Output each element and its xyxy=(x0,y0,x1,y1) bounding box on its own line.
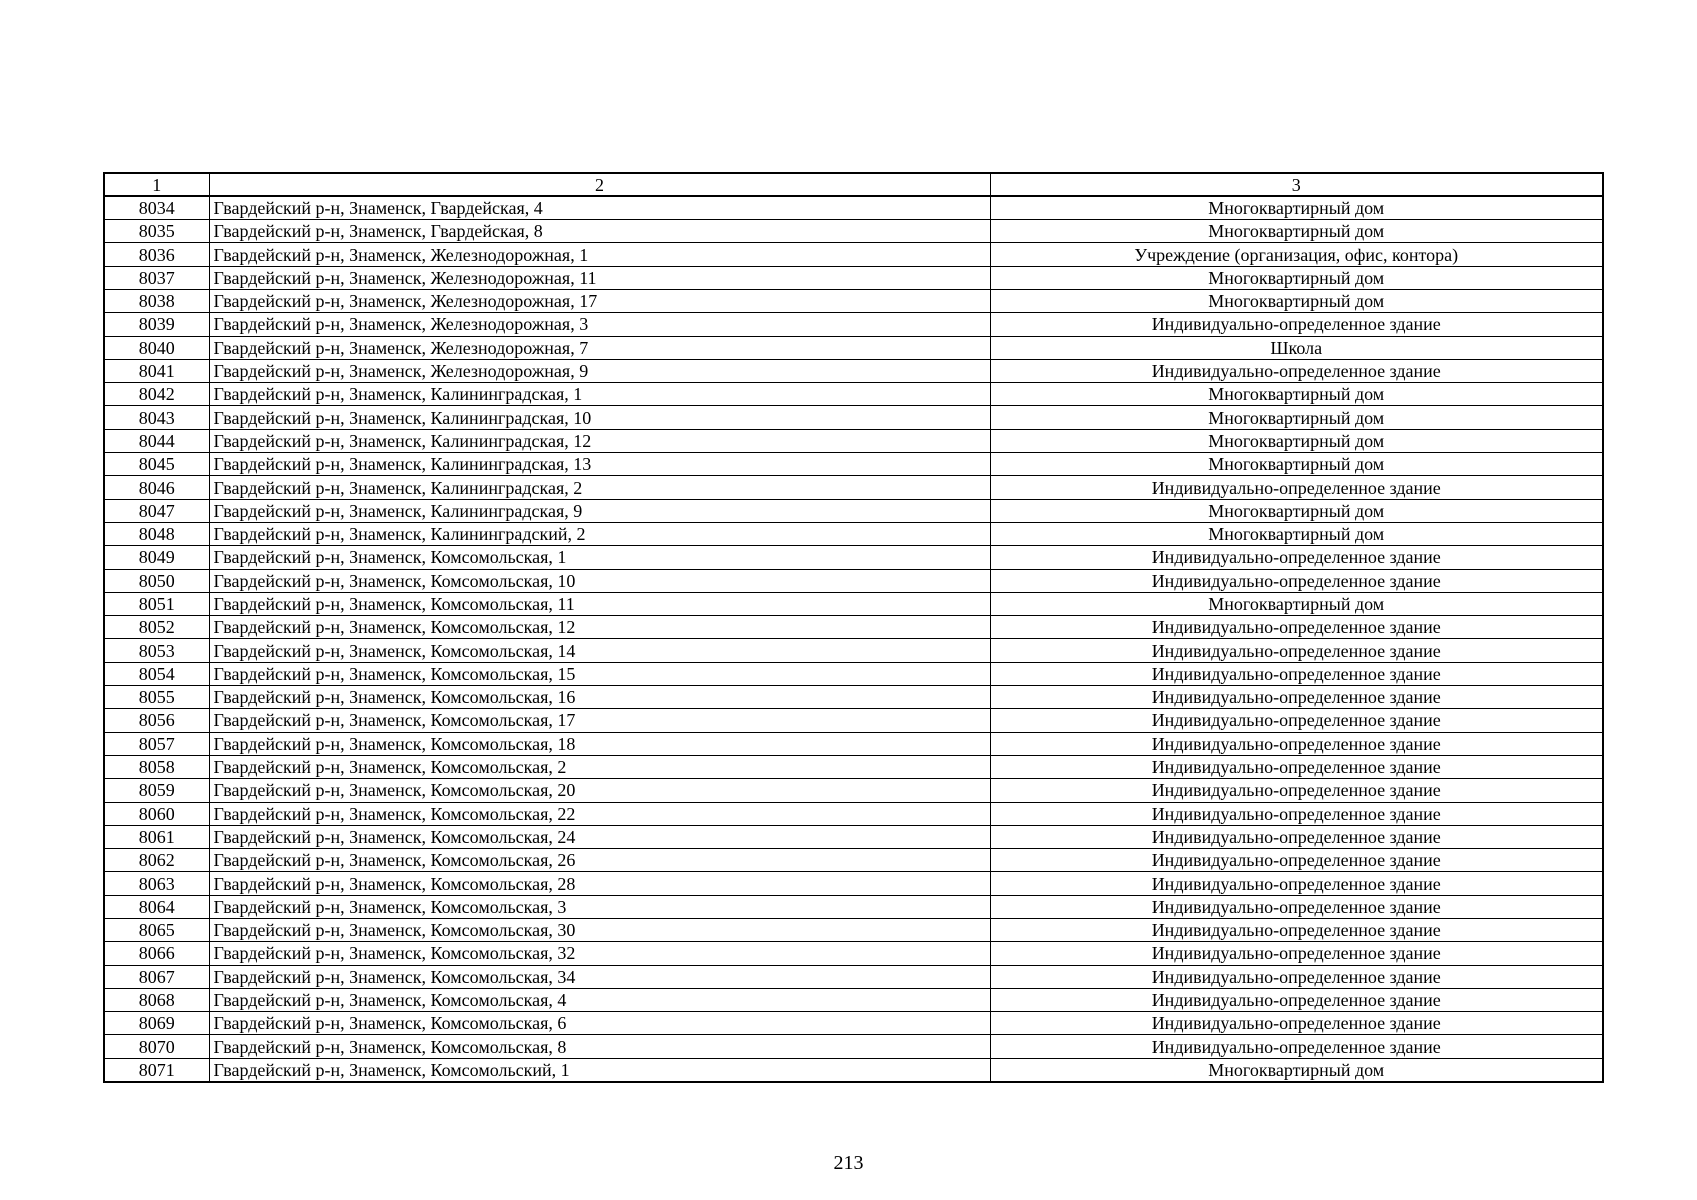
address-cell: Гвардейский р-н, Знаменск, Комсомольская, 28 xyxy=(209,872,990,895)
row-number-cell: 8067 xyxy=(104,965,209,988)
object-type-cell: Индивидуально-определенное здание xyxy=(990,639,1603,662)
address-cell: Гвардейский р-н, Знаменск, Калининградская, 10 xyxy=(209,406,990,429)
object-type-cell: Индивидуально-определенное здание xyxy=(990,732,1603,755)
table-row xyxy=(104,546,1603,569)
address-cell: Гвардейский р-н, Знаменск, Калининградский, 2 xyxy=(209,522,990,545)
row-number-cell: 8039 xyxy=(104,313,209,336)
row-number-cell: 8046 xyxy=(104,476,209,499)
object-type-cell: Индивидуально-определенное здание xyxy=(990,919,1603,942)
row-number-cell: 8058 xyxy=(104,755,209,778)
table-row xyxy=(104,662,1603,685)
table-header-row xyxy=(104,173,1603,196)
object-type-cell: Индивидуально-определенное здание xyxy=(990,825,1603,848)
object-type-cell: Индивидуально-определенное здание xyxy=(990,569,1603,592)
row-number-cell: 8050 xyxy=(104,569,209,592)
row-number-cell: 8053 xyxy=(104,639,209,662)
address-cell: Гвардейский р-н, Знаменск, Комсомольская, 8 xyxy=(209,1035,990,1058)
table-row xyxy=(104,755,1603,778)
row-number-cell: 8051 xyxy=(104,592,209,615)
address-cell: Гвардейский р-н, Знаменск, Железнодорожная, 7 xyxy=(209,336,990,359)
address-cell: Гвардейский р-н, Знаменск, Комсомольская, 15 xyxy=(209,662,990,685)
row-number-cell: 8054 xyxy=(104,662,209,685)
table-row xyxy=(104,592,1603,615)
object-type-cell: Многоквартирный дом xyxy=(990,429,1603,452)
row-number-cell: 8064 xyxy=(104,895,209,918)
table-row xyxy=(104,849,1603,872)
page-number: 213 xyxy=(833,1152,864,1174)
object-type-cell: Многоквартирный дом xyxy=(990,522,1603,545)
column-header-1: 1 xyxy=(104,173,209,196)
object-type-cell: Индивидуально-определенное здание xyxy=(990,686,1603,709)
object-type-cell: Многоквартирный дом xyxy=(990,383,1603,406)
object-type-cell: Многоквартирный дом xyxy=(990,196,1603,219)
address-cell: Гвардейский р-н, Знаменск, Калининградская, 12 xyxy=(209,429,990,452)
table-row xyxy=(104,779,1603,802)
row-number-cell: 8047 xyxy=(104,499,209,522)
object-type-cell: Индивидуально-определенное здание xyxy=(990,802,1603,825)
object-type-cell: Индивидуально-определенное здание xyxy=(990,1012,1603,1035)
row-number-cell: 8038 xyxy=(104,289,209,312)
table-row xyxy=(104,220,1603,243)
table-row xyxy=(104,825,1603,848)
table-row xyxy=(104,499,1603,522)
column-header-2: 2 xyxy=(209,173,990,196)
object-type-cell: Индивидуально-определенное здание xyxy=(990,359,1603,382)
address-cell: Гвардейский р-н, Знаменск, Комсомольская, 26 xyxy=(209,849,990,872)
address-cell: Гвардейский р-н, Знаменск, Калининградская, 9 xyxy=(209,499,990,522)
object-type-cell: Многоквартирный дом xyxy=(990,499,1603,522)
table-row xyxy=(104,1012,1603,1035)
table-row xyxy=(104,639,1603,662)
table-row xyxy=(104,406,1603,429)
address-cell: Гвардейский р-н, Знаменск, Комсомольская, 10 xyxy=(209,569,990,592)
row-number-cell: 8044 xyxy=(104,429,209,452)
address-cell: Гвардейский р-н, Знаменск, Комсомольская, 24 xyxy=(209,825,990,848)
table-row xyxy=(104,965,1603,988)
table-row xyxy=(104,942,1603,965)
table-body xyxy=(104,173,1603,1082)
row-number-cell: 8071 xyxy=(104,1058,209,1081)
object-type-cell: Индивидуально-определенное здание xyxy=(990,546,1603,569)
object-type-cell: Учреждение (организация, офис, контора) xyxy=(990,243,1603,266)
address-cell: Гвардейский р-н, Знаменск, Комсомольская, 6 xyxy=(209,1012,990,1035)
row-number-cell: 8056 xyxy=(104,709,209,732)
table-row xyxy=(104,919,1603,942)
row-number-cell: 8048 xyxy=(104,522,209,545)
table-row xyxy=(104,522,1603,545)
row-number-cell: 8037 xyxy=(104,266,209,289)
address-cell: Гвардейский р-н, Знаменск, Комсомольская, 4 xyxy=(209,988,990,1011)
table-row xyxy=(104,569,1603,592)
row-number-cell: 8057 xyxy=(104,732,209,755)
row-number-cell: 8042 xyxy=(104,383,209,406)
object-type-cell: Индивидуально-определенное здание xyxy=(990,476,1603,499)
address-cell: Гвардейский р-н, Знаменск, Комсомольская, 14 xyxy=(209,639,990,662)
address-cell: Гвардейский р-н, Знаменск, Калининградская, 1 xyxy=(209,383,990,406)
object-type-cell: Многоквартирный дом xyxy=(990,453,1603,476)
table-row xyxy=(104,383,1603,406)
row-number-cell: 8045 xyxy=(104,453,209,476)
table-row xyxy=(104,429,1603,452)
row-number-cell: 8055 xyxy=(104,686,209,709)
object-type-cell: Индивидуально-определенное здание xyxy=(990,988,1603,1011)
address-cell: Гвардейский р-н, Знаменск, Железнодорожная, 11 xyxy=(209,266,990,289)
address-cell: Гвардейский р-н, Знаменск, Комсомольская, 16 xyxy=(209,686,990,709)
table-row xyxy=(104,196,1603,219)
object-type-cell: Многоквартирный дом xyxy=(990,289,1603,312)
column-header-3: 3 xyxy=(990,173,1603,196)
data-table xyxy=(103,172,1604,1083)
table-row xyxy=(104,988,1603,1011)
object-type-cell: Индивидуально-определенное здание xyxy=(990,1035,1603,1058)
row-number-cell: 8049 xyxy=(104,546,209,569)
address-cell: Гвардейский р-н, Знаменск, Железнодорожная, 3 xyxy=(209,313,990,336)
row-number-cell: 8062 xyxy=(104,849,209,872)
row-number-cell: 8059 xyxy=(104,779,209,802)
row-number-cell: 8063 xyxy=(104,872,209,895)
row-number-cell: 8043 xyxy=(104,406,209,429)
object-type-cell: Индивидуально-определенное здание xyxy=(990,965,1603,988)
table-row xyxy=(104,476,1603,499)
address-cell: Гвардейский р-н, Знаменск, Комсомольская, 18 xyxy=(209,732,990,755)
address-cell: Гвардейский р-н, Знаменск, Железнодорожная, 9 xyxy=(209,359,990,382)
row-number-cell: 8052 xyxy=(104,616,209,639)
address-cell: Гвардейский р-н, Знаменск, Гвардейская, 4 xyxy=(209,196,990,219)
address-cell: Гвардейский р-н, Знаменск, Комсомольская, 22 xyxy=(209,802,990,825)
object-type-cell: Индивидуально-определенное здание xyxy=(990,662,1603,685)
object-type-cell: Индивидуально-определенное здание xyxy=(990,872,1603,895)
address-cell: Гвардейский р-н, Знаменск, Комсомольская, 2 xyxy=(209,755,990,778)
object-type-cell: Индивидуально-определенное здание xyxy=(990,942,1603,965)
address-cell: Гвардейский р-н, Знаменск, Комсомольская, 32 xyxy=(209,942,990,965)
row-number-cell: 8035 xyxy=(104,220,209,243)
address-cell: Гвардейский р-н, Знаменск, Комсомольская, 20 xyxy=(209,779,990,802)
row-number-cell: 8034 xyxy=(104,196,209,219)
object-type-cell: Индивидуально-определенное здание xyxy=(990,755,1603,778)
address-cell: Гвардейский р-н, Знаменск, Калининградская, 13 xyxy=(209,453,990,476)
address-cell: Гвардейский р-н, Знаменск, Гвардейская, 8 xyxy=(209,220,990,243)
object-type-cell: Индивидуально-определенное здание xyxy=(990,709,1603,732)
address-cell: Гвардейский р-н, Знаменск, Комсомольская, 30 xyxy=(209,919,990,942)
row-number-cell: 8036 xyxy=(104,243,209,266)
table-row xyxy=(104,709,1603,732)
row-number-cell: 8041 xyxy=(104,359,209,382)
object-type-cell: Многоквартирный дом xyxy=(990,592,1603,615)
row-number-cell: 8040 xyxy=(104,336,209,359)
row-number-cell: 8069 xyxy=(104,1012,209,1035)
table-row xyxy=(104,616,1603,639)
table-row xyxy=(104,1058,1603,1081)
address-cell: Гвардейский р-н, Знаменск, Комсомольская, 1 xyxy=(209,546,990,569)
object-type-cell: Индивидуально-определенное здание xyxy=(990,895,1603,918)
table-row xyxy=(104,243,1603,266)
row-number-cell: 8068 xyxy=(104,988,209,1011)
object-type-cell: Школа xyxy=(990,336,1603,359)
table-row xyxy=(104,872,1603,895)
object-type-cell: Многоквартирный дом xyxy=(990,220,1603,243)
address-cell: Гвардейский р-н, Знаменск, Комсомольская, 11 xyxy=(209,592,990,615)
table-row xyxy=(104,453,1603,476)
object-type-cell: Индивидуально-определенное здание xyxy=(990,779,1603,802)
table-row xyxy=(104,895,1603,918)
row-number-cell: 8060 xyxy=(104,802,209,825)
table-row xyxy=(104,336,1603,359)
address-cell: Гвардейский р-н, Знаменск, Комсомольская, 17 xyxy=(209,709,990,732)
object-type-cell: Многоквартирный дом xyxy=(990,266,1603,289)
object-type-cell: Индивидуально-определенное здание xyxy=(990,313,1603,336)
table-row xyxy=(104,1035,1603,1058)
table-row xyxy=(104,686,1603,709)
address-cell: Гвардейский р-н, Знаменск, Комсомольская, 3 xyxy=(209,895,990,918)
address-cell: Гвардейский р-н, Знаменск, Железнодорожная, 17 xyxy=(209,289,990,312)
address-cell: Гвардейский р-н, Знаменск, Железнодорожная, 1 xyxy=(209,243,990,266)
address-cell: Гвардейский р-н, Знаменск, Калининградская, 2 xyxy=(209,476,990,499)
object-type-cell: Индивидуально-определенное здание xyxy=(990,849,1603,872)
row-number-cell: 8065 xyxy=(104,919,209,942)
object-type-cell: Многоквартирный дом xyxy=(990,406,1603,429)
object-type-cell: Многоквартирный дом xyxy=(990,1058,1603,1081)
address-cell: Гвардейский р-н, Знаменск, Комсомольская, 34 xyxy=(209,965,990,988)
table-row xyxy=(104,802,1603,825)
address-cell: Гвардейский р-н, Знаменск, Комсомольская, 12 xyxy=(209,616,990,639)
table-row xyxy=(104,732,1603,755)
row-number-cell: 8066 xyxy=(104,942,209,965)
table-row xyxy=(104,266,1603,289)
row-number-cell: 8061 xyxy=(104,825,209,848)
object-type-cell: Индивидуально-определенное здание xyxy=(990,616,1603,639)
row-number-cell: 8070 xyxy=(104,1035,209,1058)
table-row xyxy=(104,313,1603,336)
table-row xyxy=(104,359,1603,382)
table-row xyxy=(104,289,1603,312)
address-cell: Гвардейский р-н, Знаменск, Комсомольский, 1 xyxy=(209,1058,990,1081)
